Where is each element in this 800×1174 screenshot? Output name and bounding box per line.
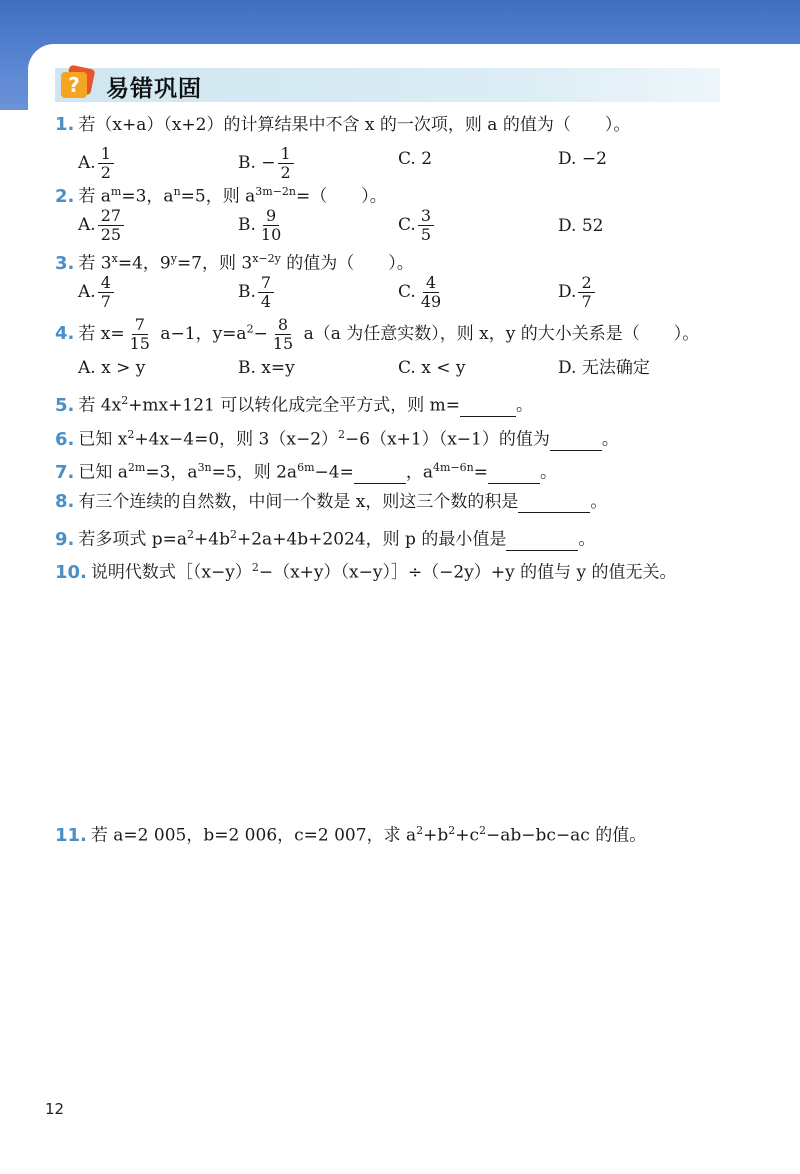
question-5: 5. 若 $4x^2+mx+121$ 可以转化成完全平方式，则 m= 。 [55,394,534,416]
option-d: D. 无法确定 [558,358,650,378]
option-c: C. 2 [398,149,433,169]
section-title: 易错巩固 [106,76,202,102]
answer-blank[interactable] [488,465,540,484]
option-d: D. −2 [558,149,607,169]
question-9: 9. 若多项式 $p=a^2+4b^2+2a+4b+2024$，则 p 的最小值是 。 [55,528,596,550]
option-b: B. x=y [238,358,295,378]
option-b: B. $\frac{7}{4}$ [238,274,276,311]
option-d: D. $\frac{2}{7}$ [558,274,597,311]
option-b: B. − $\frac{1}{2}$ [238,145,296,182]
question-text: 若（x+a）（x+2）的计算结果中不含 x 的一次项，则 a 的值为（ ）。 [78,115,631,135]
question-3: 3. 若 $3^x=4$，$9^y=7$，则 $3^{x-2y}$ 的值为（ ）。 [55,252,414,274]
option-b: B. $\frac{9}{10}$ [238,206,282,244]
question-2: 2. 若 $a^m=3$，$a^n=5$，则 $a^{3m-2n}=$（ ）。 [55,185,387,207]
option-a: A. $\frac{4}{7}$ [78,274,116,311]
question-number: 1. [55,114,75,135]
question-7: 7. 已知 $a^{2m}=3$，$a^{3n}=5$，则 $2a^{6m}-4=$ ，$a^{4m-6n}=$ 。 [55,461,557,483]
option-c: C. $\frac{4}{49}$ [398,273,442,311]
option-c: C. x < y [398,358,466,378]
question-6: 6. 已知 $x^2+4x-4=0$，则 $3(x-2)^2-6(x+1)(x-1)$的值为 。 [55,428,619,450]
page-number: 12 [45,1100,65,1118]
answer-blank[interactable] [460,398,516,417]
question-mark-icon [58,64,96,102]
answer-blank[interactable] [506,532,578,551]
option-a: A. $\frac{27}{25}$ [78,207,126,244]
option-d: D. 52 [558,216,604,236]
svg-text:?: ? [68,73,80,97]
question-4: 4. 若 x= $\frac{7}{15}$ a−1，$y=a^2-$ $\frac{8}{15}$ a（a 为任意实数），则 x，y 的大小关系是（ ）。 [55,315,700,353]
question-10: 10. 说明代数式$[(x-y)^2-(x+y)(x-y)]\div(-2y)+y$ 的值与 y 的值无关。 [55,561,677,583]
question-8: 8. 有三个连续的自然数，中间一个数是 x，则这三个数的积是 。 [55,491,608,512]
question-11: 11. 若 a=2 005，b=2 006，c=2 007，求 $a^2+b^2+c^2-ab-bc-ac$ 的值。 [55,824,647,846]
option-a: A. $\frac{1}{2}$ [78,145,116,182]
question-1 [55,114,630,136]
option-c: C. $\frac{3}{5}$ [398,207,436,244]
answer-blank[interactable] [518,494,590,513]
answer-blank[interactable] [354,465,406,484]
option-a: A. x > y [78,358,146,378]
answer-blank[interactable] [550,432,602,451]
